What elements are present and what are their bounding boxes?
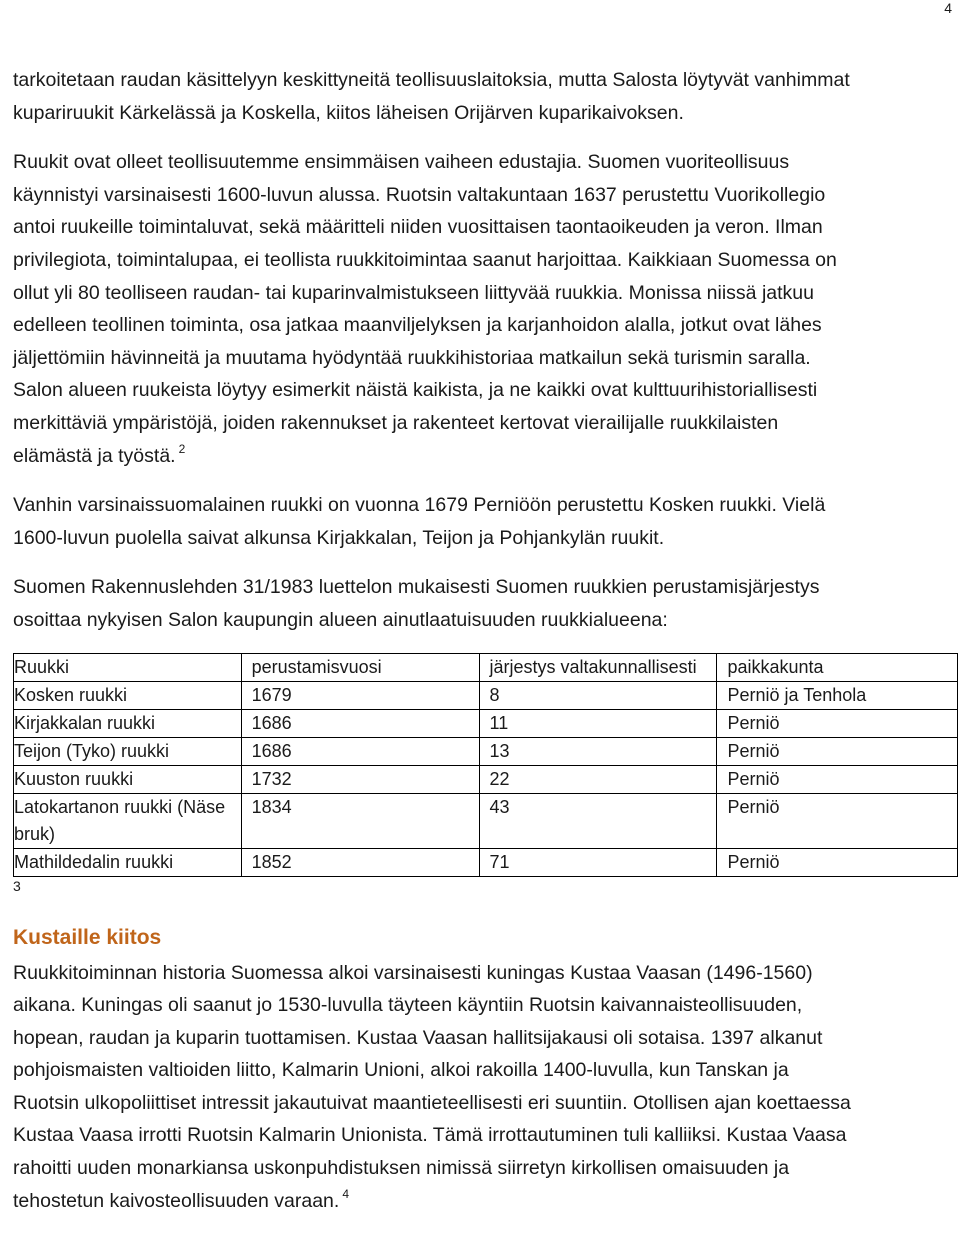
table-header-row [14, 653, 958, 681]
table-cell: Perniö [717, 737, 958, 765]
text-line: elämästä ja työstä. [13, 444, 176, 467]
section-paragraph [13, 957, 948, 1218]
table-cell: 1686 [241, 709, 479, 737]
text-line: pohjoismaisten valtioiden liitto, Kalmarin Unioni, alkoi rakoilla 1400-luvulla, kun Tanskan ja [13, 1059, 789, 1082]
paragraph-1 [13, 64, 948, 129]
table-cell: Perniö [717, 793, 958, 848]
table-cell: Perniö [717, 765, 958, 793]
table-cell: 1686 [241, 737, 479, 765]
table-cell: Perniö [717, 709, 958, 737]
text-line: tarkoitetaan raudan käsittelyyn keskittyneitä teollisuuslaitoksia, mutta Salosta löytyvät vanhimmat [13, 69, 850, 91]
page-number: 4 [944, 0, 952, 16]
text-line: tehostetun kaivosteollisuuden varaan. [13, 1189, 340, 1212]
paragraph-3 [13, 489, 948, 554]
text-line: 1600-luvun puolella saivat alkunsa Kirjakkalan, Teijon ja Pohjankylän ruukit. [13, 526, 665, 549]
table-cell: Teijon (Tyko) ruukki [14, 737, 242, 765]
table-cell: Kuuston ruukki [14, 765, 242, 793]
table-header-cell: paikkakunta [717, 653, 958, 681]
table-cell: Kirjakkalan ruukki [14, 709, 242, 737]
table-header-cell: perustamisvuosi [241, 653, 479, 681]
table-cell: Perniö ja Tenhola [717, 681, 958, 709]
text-line: antoi ruukeille toimintaluvat, sekä määritteli niiden vuosittaisen taontaoikeuden ja veron. Ilman [13, 216, 823, 239]
text-line: Vanhin varsinaissuomalainen ruukki on vuonna 1679 Perniöön perustettu Kosken ruukki. Vielä [13, 494, 826, 517]
footnote-ref-2[interactable]: 2 [178, 441, 186, 456]
text-line: hopean, raudan ja kuparin tuottamisen. Kustaa Vaasan hallitsijakausi oli sotaisa. 1397 alkanut [13, 1026, 823, 1049]
text-line: osoittaa nykyisen Salon kaupungin alueen ainutlaatuisuuden ruukkialueena: [13, 608, 668, 631]
paragraph-2 [13, 146, 948, 472]
table-cell: 1834 [241, 793, 479, 848]
text-line: Ruukit ovat olleet teollisuutemme ensimmäisen vaiheen edustajia. Suomen vuoriteollisuus [13, 151, 790, 174]
table-cell: 1679 [241, 681, 479, 709]
text-line: käynnistyi varsinaisesti 1600-luvun alussa. Ruotsin valtakuntaan 1637 perustettu Vuorikollegio [13, 183, 826, 206]
section-heading: Kustaille kiitos [13, 925, 162, 949]
table-row [14, 681, 958, 709]
text-line: Salon alueen ruukeista löytyy esimerkit näistä kaikista, ja ne kaikki ovat kulttuurihistoriallisesti [13, 379, 818, 402]
text-line: Ruotsin ulkopoliittiset intressit jakautuivat maantieteellisesti eri suuntiin. Otollisen ajan koettaessa [13, 1091, 851, 1114]
table-row [14, 793, 958, 848]
text-line: rahoitti uuden monarkiansa uskonpuhdistuksen nimissä siirretyn kirkollisen omaisuuden ja [13, 1157, 790, 1180]
table-cell: 22 [479, 765, 717, 793]
table-cell: Perniö [717, 848, 958, 876]
table-row [14, 765, 958, 793]
footnote-ref-3[interactable]: 3 [13, 877, 21, 894]
text-line: privilegiota, toimintalupaa, ei teollista ruukkitoimintaa saanut harjoittaa. Kaikkiaan Suomessa on [13, 248, 837, 271]
table-cell: 1852 [241, 848, 479, 876]
footnote-ref-4[interactable]: 4 [342, 1186, 349, 1201]
table-header-cell: Ruukki [14, 653, 242, 681]
table-cell: Mathildedalin ruukki [14, 848, 242, 876]
table-cell: Latokartanon ruukki (Näse bruk) [14, 793, 242, 848]
table-cell: 1732 [241, 765, 479, 793]
table-row [14, 709, 958, 737]
paragraph-4 [13, 571, 948, 636]
document-body [13, 64, 948, 1217]
table-cell: Kosken ruukki [14, 681, 242, 709]
text-line: Suomen Rakennuslehden 31/1983 luettelon mukaisesti Suomen ruukkien perustamisjärjestys [13, 576, 820, 599]
ruukit-table [13, 653, 958, 877]
table-row [14, 848, 958, 876]
table-cell: 71 [479, 848, 717, 876]
text-line: Kustaa Vaasa irrotti Ruotsin Kalmarin Unionista. Tämä irrottautuminen tuli kalliiksi. Kustaa Vaasa [13, 1124, 847, 1147]
text-line: Ruukkitoiminnan historia Suomessa alkoi varsinaisesti kuningas Kustaa Vaasan (1496-1560) [13, 961, 813, 984]
table-cell: 43 [479, 793, 717, 848]
text-line: jäljettömiin hävinneitä ja muutama hyödyntää ruukkihistoriaa matkailun sekä turismin saralla. [13, 346, 811, 369]
text-line: kupariruukit Kärkelässä ja Koskella, kiitos läheisen Orijärven kuparikaivoksen. [13, 101, 684, 124]
text-line: aikana. Kuningas oli saanut jo 1530-luvulla täyteen käyntiin Ruotsin kaivannaisteollisuuden, [13, 994, 803, 1017]
table-header-cell: järjestys valtakunnallisesti [479, 653, 717, 681]
table-row [14, 737, 958, 765]
table-cell: 8 [479, 681, 717, 709]
text-line: ollut yli 80 teolliseen raudan- tai kuparinvalmistukseen liittyvää ruukkia. Monissa niissä jatkuu [13, 281, 814, 304]
table-cell: 13 [479, 737, 717, 765]
text-line: edelleen teollinen toiminta, osa jatkaa maanviljelyksen ja karjanhoidon alalla, jotkut ovat lähes [13, 314, 822, 337]
text-line: merkittäviä ympäristöjä, joiden rakennukset ja rakenteet kertovat vierailijalle ruukkilaisten [13, 411, 779, 434]
table-cell: 11 [479, 709, 717, 737]
